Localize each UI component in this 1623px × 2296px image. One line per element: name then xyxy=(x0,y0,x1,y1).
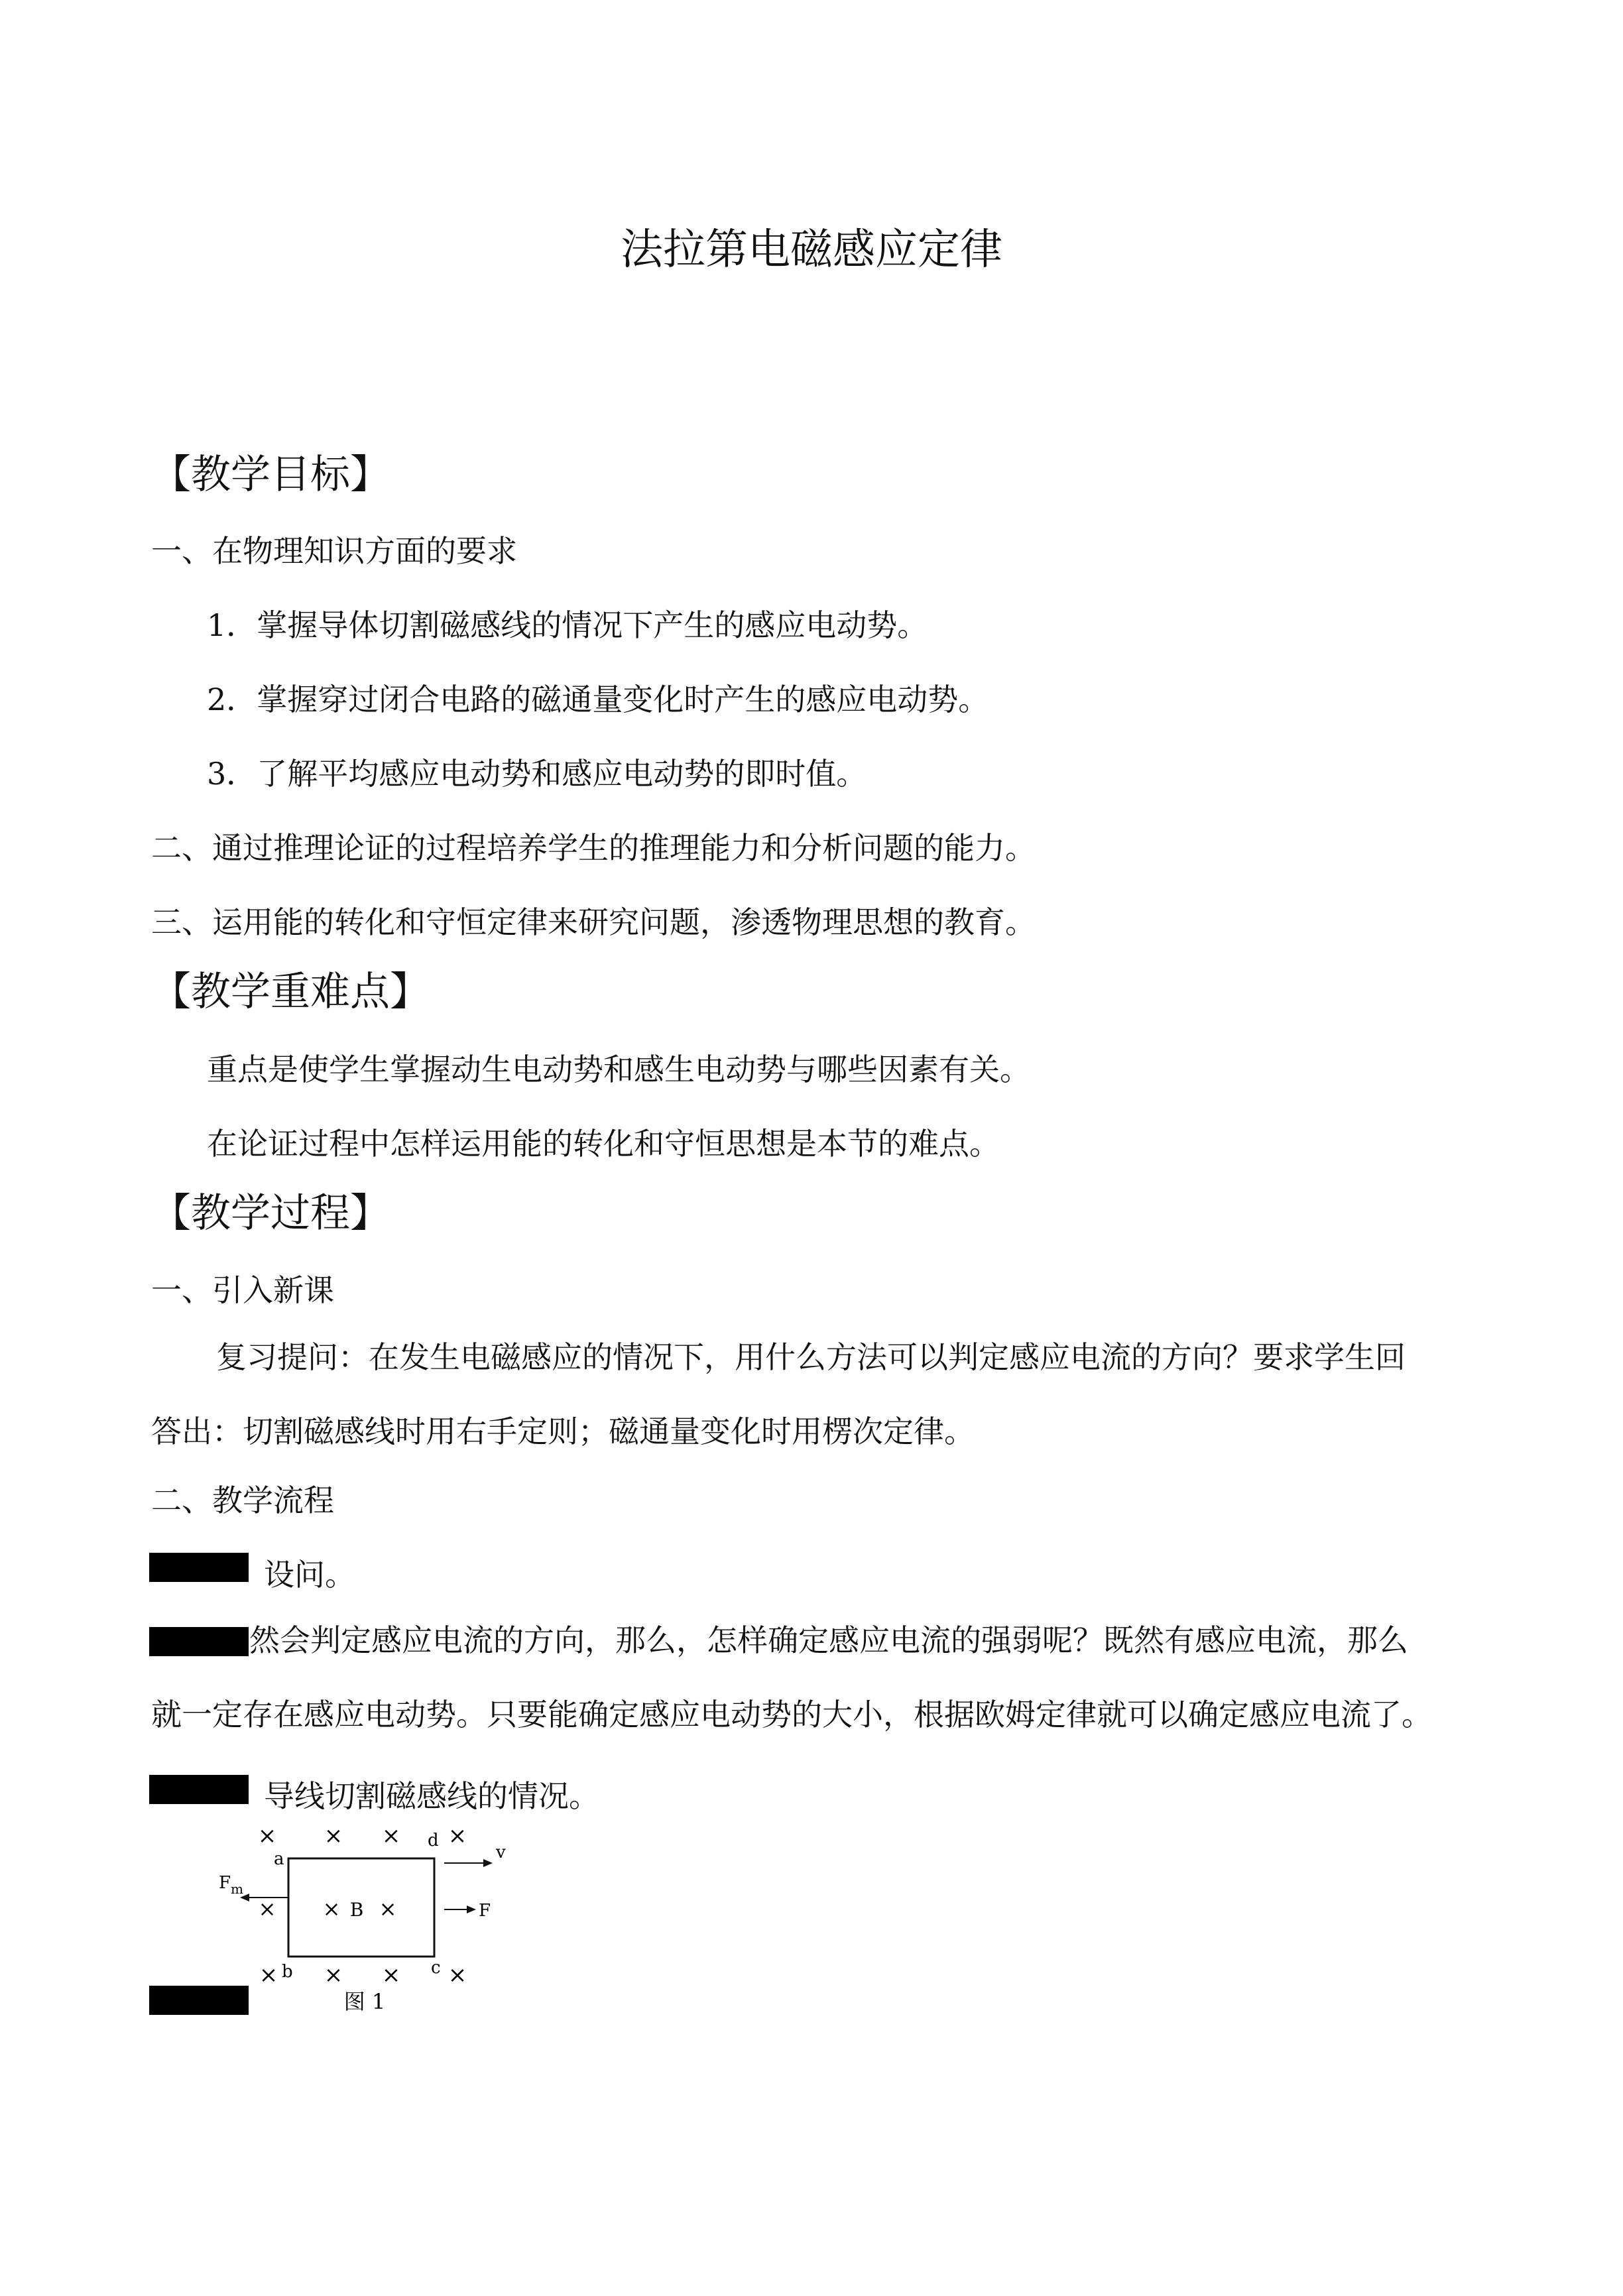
step-1-text: 设问。 xyxy=(264,1557,355,1593)
review-line-2: 答出：切割磁感线时用右手定则；磁通量变化时用楞次定律。 xyxy=(151,1414,975,1449)
figure-caption: 图 1 xyxy=(343,1989,386,2014)
arrowhead-icon xyxy=(467,1905,476,1913)
field-cross: × xyxy=(324,1962,343,1988)
force-label-Fm: $F_m$ xyxy=(219,1873,244,1897)
corner-label-c: c xyxy=(431,1958,441,1978)
field-cross: × xyxy=(257,1823,277,1849)
arrowhead-icon xyxy=(483,1859,493,1867)
objective-item-1: 一、在物理知识方面的要求 xyxy=(151,533,517,569)
velocity-label-v: v xyxy=(496,1843,506,1862)
field-cross: × xyxy=(379,1896,397,1921)
corner-label-a: a xyxy=(274,1849,284,1869)
objective-item-3: 三、运用能的转化和守恒定律来研究问题，渗透物理思想的教育。 xyxy=(151,904,1036,940)
field-cross: × xyxy=(324,1823,343,1849)
key-point-1: 重点是使学生掌握动生电动势和感生电动势与哪些因素有关。 xyxy=(207,1052,1030,1087)
field-cross: × xyxy=(448,1962,467,1988)
step-2-line-1: 然会判定感应电流的方向，那么，怎样确定感应电流的强弱呢？既然有感应电流，那么 xyxy=(249,1622,1408,1658)
objective-item-2: 二、通过推理论证的过程培养学生的推理能力和分析问题的能力。 xyxy=(151,830,1036,866)
redaction-bar xyxy=(149,1986,249,2015)
section-heading-objectives: 【教学目标】 xyxy=(151,452,390,498)
field-cross: × xyxy=(381,1823,401,1849)
step-3-text: 导线切割磁感线的情况。 xyxy=(264,1778,599,1814)
objective-sub-1: 1．掌握导体切割磁感线的情况下产生的感应电动势。 xyxy=(207,607,928,643)
corner-label-d: d xyxy=(428,1831,439,1850)
step-2-paragraph xyxy=(151,1603,1490,1752)
figure-1-diagram xyxy=(199,1817,544,2016)
objective-sub-2: 2．掌握穿过闭合电路的磁通量变化时产生的感应电动势。 xyxy=(207,682,989,717)
intro-heading: 一、引入新课 xyxy=(151,1272,334,1308)
flow-heading: 二、教学流程 xyxy=(151,1482,334,1518)
section-heading-key-points: 【教学重难点】 xyxy=(151,969,430,1015)
corner-label-b: b xyxy=(282,1962,293,1982)
field-cross: × xyxy=(259,1962,278,1988)
review-line-1: 复习提问：在发生电磁感应的情况下，用什么方法可以判定感应电流的方向？要求学生回 xyxy=(216,1339,1406,1375)
field-cross: × xyxy=(381,1962,401,1988)
redaction-bar xyxy=(149,1553,249,1582)
section-heading-process: 【教学过程】 xyxy=(151,1190,390,1237)
objective-sub-3: 3．了解平均感应电动势和感应电动势的即时值。 xyxy=(207,756,867,792)
redaction-bar xyxy=(149,1775,249,1804)
field-cross: × xyxy=(258,1896,276,1921)
field-cross: × xyxy=(448,1823,467,1849)
force-label-F: F xyxy=(479,1901,491,1921)
page-title: 法拉第电磁感应定律 xyxy=(621,225,1002,274)
review-paragraph xyxy=(151,1320,1490,1469)
key-point-2: 在论证过程中怎样运用能的转化和守恒思想是本节的难点。 xyxy=(207,1126,1000,1162)
step-2-line-2: 就一定存在感应电动势。只要能确定感应电动势的大小，根据欧姆定律就可以确定感应电流了。 xyxy=(151,1697,1432,1732)
field-cross: × xyxy=(322,1896,341,1921)
field-label-B: B xyxy=(349,1899,364,1921)
